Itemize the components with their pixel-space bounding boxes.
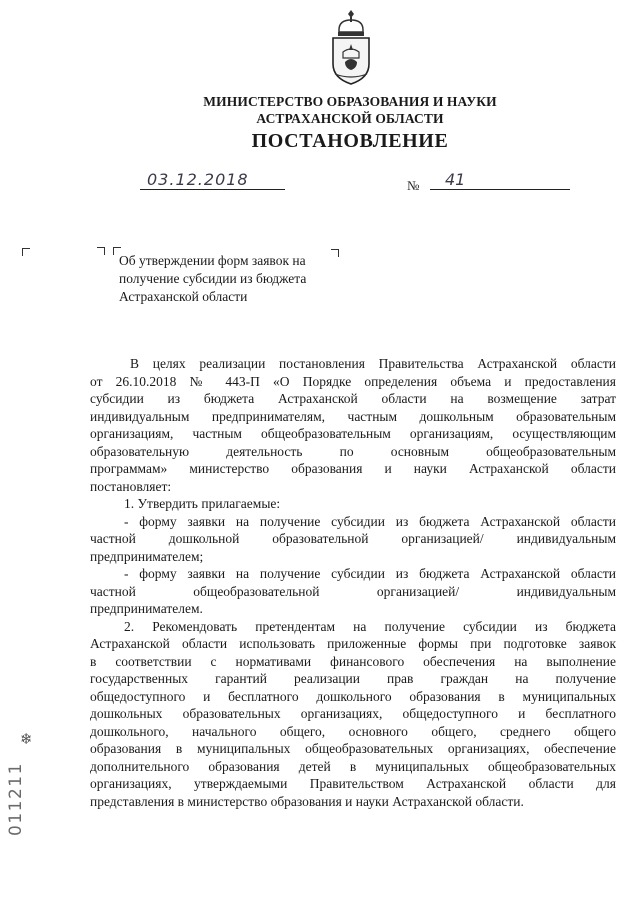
body-line: 2. Рекомендовать претендентам на получение субсидии из бюджета xyxy=(124,618,616,634)
body-line: программам» министерство образования и науки Астраханской области xyxy=(90,461,616,476)
body-line: дополнительного образования детей в муниципальных общеобразовательных xyxy=(90,758,616,774)
document-date: 03.12.2018 xyxy=(147,170,249,189)
body-line: В целях реализации постановления Правительства Астраханской области xyxy=(130,356,616,371)
body-line: субсидии из бюджета Астраханской области на возмещение затрат xyxy=(90,391,616,406)
body-line: организациям, частным общеобразовательным организациям, осуществляющим xyxy=(90,426,616,441)
document-type-title: ПОСТАНОВЛЕНИЕ xyxy=(251,130,449,152)
item-1-title: 1. Утвердить прилагаемые: xyxy=(124,496,281,511)
snowflake-icon: ❄ xyxy=(20,730,33,748)
ministry-name-line1: МИНИСТЕРСТВО ОБРАЗОВАНИЯ И НАУКИ xyxy=(203,94,497,109)
body-line: - форму заявки на получение субсидии из бюджета Астраханской области xyxy=(124,566,616,581)
body-line: в соответствии с нормативами финансового обеспечения на выполнение xyxy=(90,653,616,669)
body-line: Астраханской области использовать приложенные формы при подготовке заявок xyxy=(90,636,616,651)
body-line: дошкольного, начального общего, основного общего, среднего общего xyxy=(90,723,616,739)
number-underline xyxy=(430,189,570,190)
body-line: общедоступного и бесплатного дошкольного образования в муниципальных xyxy=(90,688,616,704)
body-line: - форму заявки на получение субсидии из бюджета Астраханской области xyxy=(124,513,616,529)
document-body xyxy=(90,355,616,810)
subject-line: получение субсидии из бюджета xyxy=(119,271,307,286)
serial-number: 011211 xyxy=(6,762,26,836)
document-subject xyxy=(119,252,379,306)
ministry-name xyxy=(150,93,550,127)
body-line: частной общеобразовательной организацией/ индивидуальным xyxy=(90,583,616,599)
body-line: постановляет: xyxy=(90,478,172,494)
subject-line: Об утверждении форм заявок на xyxy=(119,253,306,268)
body-line: от 26.10.2018 № 443-П «О Порядке определения объема и предоставления xyxy=(90,373,616,389)
body-line: индивидуальным предпринимателям, частным дошкольным образовательным xyxy=(90,408,616,424)
margin-corner-mark xyxy=(22,248,30,256)
body-line: представления в министерство образования и науки Астраханской области. xyxy=(90,793,524,809)
body-line: образовательную деятельность по основным общеобразовательным xyxy=(90,443,616,459)
body-line: дошкольных образовательных организациях, общедоступного и бесплатного xyxy=(90,706,616,721)
date-underline xyxy=(140,189,285,190)
body-line: организациях, утверждаемыми Правительством Астраханской области для xyxy=(90,776,616,791)
body-line: частной дошкольной образовательной организацией/ индивидуальным xyxy=(90,531,616,546)
document-number: 41 xyxy=(445,170,466,189)
body-line: государственных гарантий реализации прав граждан на получение xyxy=(90,671,616,686)
ministry-name-line2: АСТРАХАНСКОЙ ОБЛАСТИ xyxy=(256,111,444,126)
body-line: предпринимателем; xyxy=(90,548,204,564)
subject-bracket-left-outer xyxy=(97,247,105,255)
body-line: образования в муниципальных общеобразовательных организациях, обеспечение xyxy=(90,741,616,756)
body-line: предпринимателем. xyxy=(90,601,203,616)
subject-line: Астраханской области xyxy=(119,289,248,304)
number-label: № xyxy=(407,178,420,193)
coat-of-arms-icon xyxy=(329,8,373,86)
